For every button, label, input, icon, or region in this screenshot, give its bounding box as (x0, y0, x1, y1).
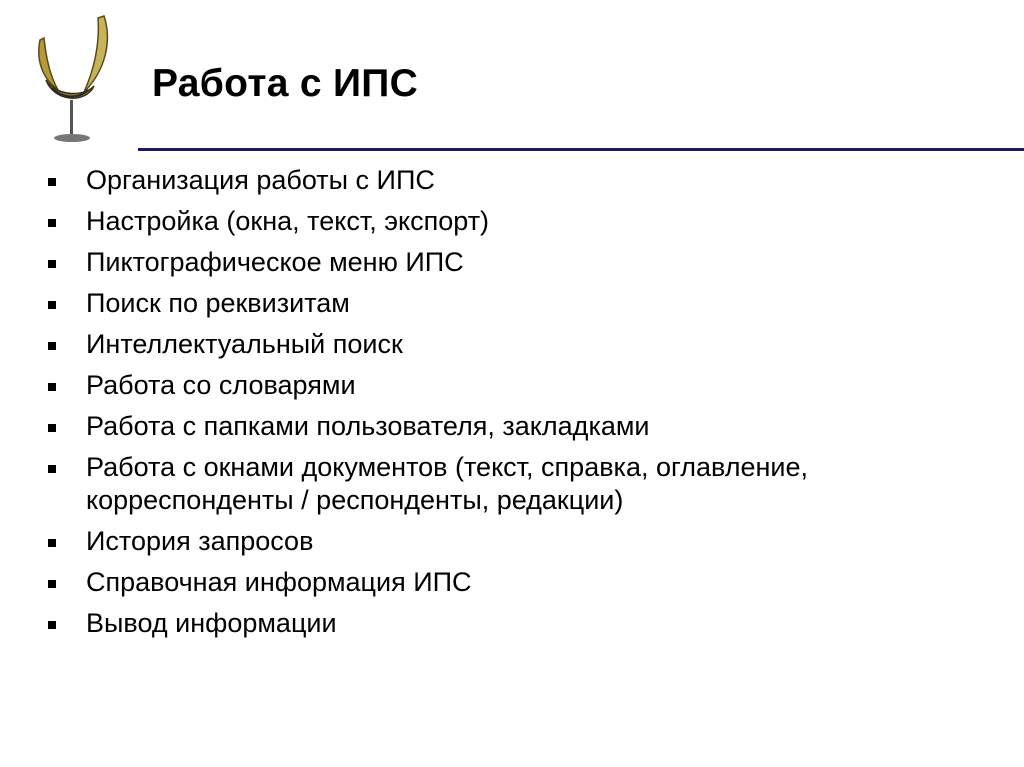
list-item (44, 287, 1004, 320)
list-item (44, 164, 1004, 197)
bullet-icon (48, 383, 56, 391)
list-item (44, 451, 1004, 517)
list-item-text: История запросов (86, 526, 314, 556)
bullet-icon (48, 178, 56, 186)
list-item-text: Интеллектуальный поиск (86, 329, 403, 359)
bullet-icon (48, 621, 56, 629)
bullet-icon (48, 424, 56, 432)
bullet-icon (48, 539, 56, 547)
bullet-icon (48, 580, 56, 588)
list-item-text: Пиктографическое меню ИПС (86, 247, 464, 277)
list-item (44, 525, 1004, 558)
bullet-list (44, 164, 1004, 648)
bullet-icon (48, 260, 56, 268)
list-item (44, 410, 1004, 443)
list-item-text: Организация работы с ИПС (86, 165, 435, 195)
list-item-text: Работа с окнами документов (текст, справка, оглавление, корреспонденты / респонденты, редакции) (86, 452, 809, 515)
list-item (44, 566, 1004, 599)
list-item-text: Поиск по реквизитам (86, 288, 350, 318)
list-item-text: Вывод информации (86, 608, 337, 638)
list-item (44, 369, 1004, 402)
list-item-text: Справочная информация ИПС (86, 567, 472, 597)
slide-title: Работа с ИПС (152, 62, 419, 105)
bullet-icon (48, 342, 56, 350)
bullet-icon (48, 301, 56, 309)
list-item-text: Работа с папками пользователя, закладками (86, 411, 650, 441)
list-item-text: Работа со словарями (86, 370, 356, 400)
list-item (44, 328, 1004, 361)
title-divider (138, 148, 1024, 151)
list-item (44, 205, 1004, 238)
bullet-icon (48, 465, 56, 473)
list-item-text: Настройка (окна, текст, экспорт) (86, 206, 490, 236)
bullet-icon (48, 219, 56, 227)
list-item (44, 607, 1004, 640)
wine-glass-icon (28, 10, 118, 150)
list-item (44, 246, 1004, 279)
